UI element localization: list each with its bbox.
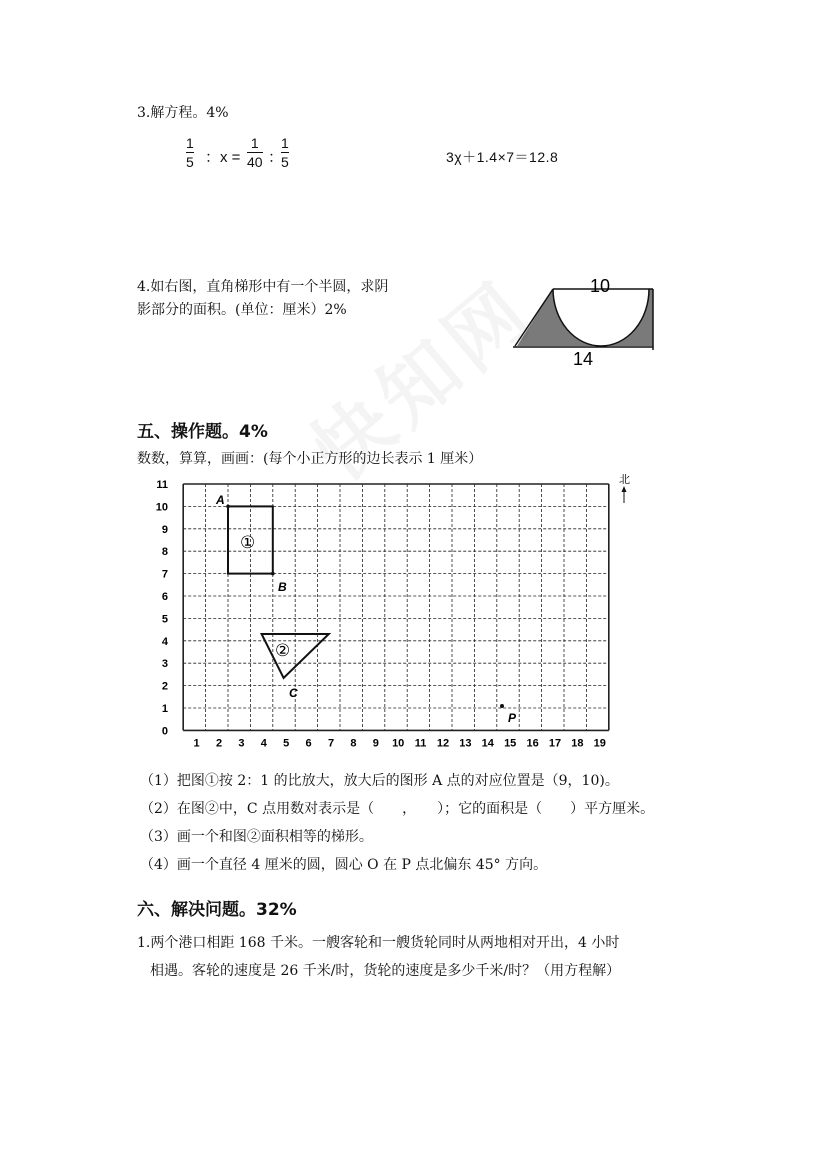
x-tick-label: 6: [305, 737, 312, 750]
x-tick-label: 18: [571, 737, 584, 750]
denominator: 5: [281, 154, 289, 170]
coordinate-grid: [150, 468, 640, 753]
q3-title: 3.解方程。4%: [137, 105, 229, 121]
section6-q1-line2: 相遇。客轮的速度是 26 千米/时，货轮的速度是多少千米/时？（用方程解）: [150, 963, 621, 979]
y-tick-label: 3: [161, 658, 168, 671]
x-tick-label: 2: [215, 737, 223, 750]
section5-intro: 数数，算算，画画：(每个小正方形的边长表示 1 厘米）: [137, 451, 483, 467]
fraction-1-5b: [281, 135, 289, 170]
fraction-1-40: [247, 135, 263, 170]
section5-question-3: （3）画一个和图②面积相等的梯形。: [140, 829, 373, 845]
ratio-sign: ：x =: [205, 149, 241, 166]
fraction-1-5: [186, 135, 194, 170]
x-tick-label: 19: [593, 737, 606, 750]
section5-question-2: （2）在图②中，C 点用数对表示是（ ， ）；它的面积是（ ）平方厘米。: [140, 801, 655, 817]
x-tick-label: 13: [459, 737, 472, 750]
section6-heading: 六、解决问题。32%: [137, 900, 297, 920]
section5-heading: 五、操作题。4%: [137, 422, 268, 442]
top-length-label: 10: [589, 276, 611, 296]
x-tick-label: 17: [548, 737, 562, 750]
label-figure-2: ②: [275, 641, 291, 660]
y-tick-label: 4: [161, 635, 168, 648]
x-tick-label: 4: [260, 737, 267, 750]
numerator: 1: [186, 135, 194, 151]
grid-lines: [183, 484, 609, 730]
x-tick-label: 8: [350, 737, 357, 750]
label-p: P: [508, 711, 517, 725]
label-c: C: [289, 686, 298, 700]
x-tick-label: 12: [436, 737, 450, 750]
x-axis-ticks: [194, 737, 606, 749]
x-tick-label: 9: [372, 737, 379, 750]
denominator: 40: [247, 154, 263, 170]
x-tick-label: 16: [526, 737, 539, 750]
x-tick-label: 7: [327, 737, 335, 750]
label-b: B: [278, 580, 287, 594]
y-tick-label: 1: [161, 703, 168, 715]
x-tick-label: 11: [414, 737, 427, 750]
x-tick-label: 15: [504, 737, 517, 750]
point-p: [500, 704, 504, 708]
x-tick-label: 1: [193, 737, 200, 750]
bottom-length-label: 14: [572, 349, 594, 369]
y-tick-label: 6: [161, 591, 168, 603]
y-tick-label: 2: [161, 680, 168, 693]
section5-question-4: （4）画一个直径 4 厘米的圆，圆心 O 在 P 点北偏东 45° 方向。: [140, 857, 548, 873]
y-tick-label: 5: [161, 613, 168, 626]
equation-2: 3χ＋1.4×7＝12.8: [446, 149, 559, 165]
y-tick-label: 0: [161, 725, 168, 738]
colon: ：: [268, 149, 284, 166]
section5-question-1: （1）把图①按 2：1 的比放大，放大后的图形 A 点的对应位置是（9，10)。: [140, 773, 619, 789]
x-tick-label: 3: [238, 737, 245, 750]
y-tick-label: 7: [161, 568, 168, 581]
section6-q1-line1: 1.两个港口相距 168 千米。一艘客轮和一艘货轮同时从两地相对开出，4 小时: [137, 935, 620, 951]
y-tick-label: 9: [161, 523, 168, 536]
y-tick-label: 10: [155, 501, 168, 514]
label-a: A: [216, 493, 225, 507]
point-b: [271, 572, 275, 576]
x-tick-label: 14: [481, 737, 494, 750]
y-axis-ticks: [156, 479, 169, 737]
q4-line1: 4.如右图，直角梯形中有一个半圆，求阴: [137, 279, 389, 295]
y-tick-label: 11: [156, 479, 168, 491]
numerator: 1: [250, 135, 259, 151]
y-tick-label: 8: [161, 546, 168, 559]
x-tick-label: 10: [392, 737, 405, 750]
denominator: 5: [186, 154, 194, 170]
label-figure-1: ①: [240, 533, 256, 552]
north-label: 北: [619, 474, 630, 486]
point-a: [226, 505, 230, 509]
x-tick-label: 5: [283, 737, 290, 750]
q4-line2: 影部分的面积。(单位：厘米）2%: [137, 302, 347, 318]
numerator: 1: [281, 135, 289, 151]
